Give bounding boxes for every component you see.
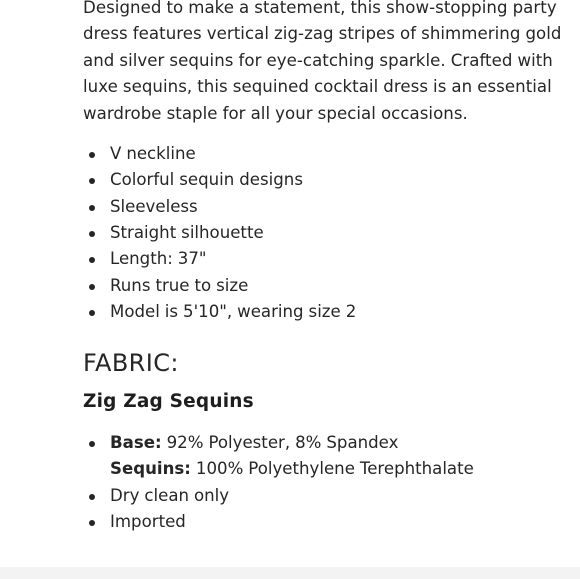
list-item <box>83 483 563 509</box>
feature-text: Runs true to size <box>110 275 249 295</box>
feature-text: Straight silhouette <box>110 222 264 242</box>
bullet-icon <box>89 284 95 290</box>
feature-text: Colorful sequin designs <box>110 170 303 190</box>
list-item <box>83 141 563 167</box>
list-item <box>83 430 563 483</box>
bullet-icon <box>89 520 95 526</box>
care-text: Dry clean only <box>110 485 230 505</box>
list-item <box>83 167 563 193</box>
bullet-icon <box>89 205 95 211</box>
fabric-subheading: Zig Zag Sequins <box>83 391 254 413</box>
base-label: Base: <box>110 433 162 453</box>
bottom-bar <box>0 567 580 579</box>
origin-text: Imported <box>110 512 186 531</box>
bullet-icon <box>89 152 95 158</box>
bullet-icon <box>89 310 95 316</box>
list-item <box>83 246 563 272</box>
bullet-icon <box>89 257 95 263</box>
product-description: Designed to make a statement, this show-stopping party dress features vertical zig-zag stripes of shimmering gold and silver sequins for eye-catching sparkle. Crafted with luxe sequins, this sequined cocktail dress is an essential wardrobe staple for all your special occasions. <box>83 0 562 123</box>
bullet-icon <box>89 231 95 237</box>
bullet-icon <box>89 441 95 447</box>
feature-list <box>83 141 563 325</box>
fabric-list <box>83 430 563 535</box>
bullet-icon <box>89 494 95 500</box>
product-details <box>83 0 563 535</box>
list-item <box>83 273 563 299</box>
list-item <box>83 220 563 246</box>
fabric-heading: FABRIC: <box>83 349 179 378</box>
feature-text: Sleeveless <box>110 196 198 216</box>
bullet-icon <box>89 178 95 184</box>
list-item <box>83 509 563 535</box>
feature-text: Length: 37" <box>110 249 207 269</box>
feature-text: Model is 5'10", wearing size 2 <box>110 301 357 321</box>
list-item <box>83 299 563 325</box>
sequins-value: 100% Polyethylene Terephthalate <box>190 459 474 479</box>
base-value: 92% Polyester, 8% Spandex <box>161 433 399 453</box>
feature-text: V neckline <box>110 144 196 164</box>
list-item <box>83 194 563 220</box>
sequins-label: Sequins: <box>110 459 191 479</box>
